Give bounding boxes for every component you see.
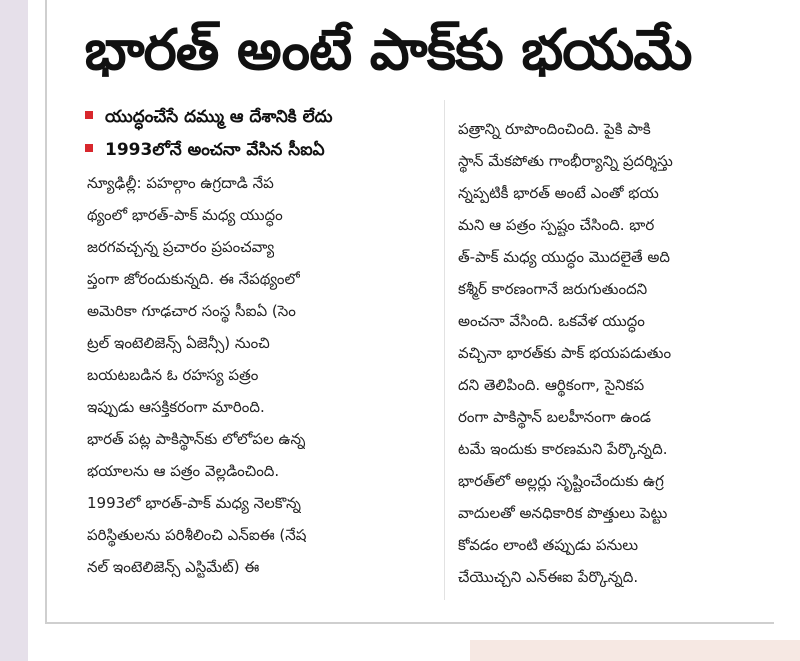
body-line: టమే ఇందుకు కారణమని పేర్కొన్నది.	[458, 440, 668, 458]
bullet-icon	[85, 111, 93, 119]
page-margin	[0, 0, 28, 661]
body-line: రంగా పాకిస్థాన్‌ బలహీనంగా ఉండ	[458, 408, 652, 426]
next-article-box	[470, 640, 800, 661]
body-line: భారత్‌ పట్ల పాకిస్థాన్‌కు లోలోపల ఉన్న	[87, 430, 306, 448]
body-line: స్థాన్‌ మేకపోతు గాంభీర్యాన్ని ప్రదర్శిస్తు	[458, 152, 673, 170]
body-line: పత్రాన్ని రూపొందించింది. పైకి పాకి	[458, 120, 651, 138]
body-line: త్‌-పాక్‌ మధ్య యుద్ధం మొదలైతే అది	[458, 248, 671, 266]
subhead-2	[85, 135, 445, 165]
subhead-1	[85, 102, 445, 132]
body-line: భయాలను ఆ పత్రం వెల్లడించింది.	[87, 462, 280, 480]
body-line: వచ్చినా భారత్‌కు పాక్‌ భయపడుతుం	[458, 344, 672, 362]
body-line: నల్‌ ఇంటెలిజెన్స్‌ ఎస్టిమేట్‌) ఈ	[87, 558, 260, 576]
body-line: ట్రల్‌ ఇంటెలిజెన్స్‌ ఏజెన్సీ) నుంచి	[87, 334, 270, 352]
body-line: పరిస్థితులను పరిశీలించి ఎన్‌ఐఈ (నేష	[87, 526, 307, 544]
body-line: 1993లో భారత్‌-పాక్‌ మధ్య నెలకొన్న	[87, 494, 301, 512]
body-line: జరగవచ్చన్న ప్రచారం ప్రపంచవ్యా	[87, 238, 275, 256]
body-line: కోవడం లాంటి తప్పుడు పనులు	[458, 536, 639, 554]
subhead-text: యుద్ధంచేసే దమ్ము ఆ దేశానికి లేదు	[105, 107, 333, 127]
bullet-icon	[85, 144, 93, 152]
body-line: అమెరికా గూఢచార సంస్థ సీఐఏ (సెం	[87, 302, 296, 320]
body-line: దని తెలిపింది. ఆర్థికంగా, సైనికప	[458, 376, 645, 394]
body-line: భారత్‌లో అల్లర్లు సృష్టించేందుకు ఉగ్ర	[458, 472, 664, 490]
body-line: వాదులతో అనధికారిక పొత్తులు పెట్టు	[458, 504, 668, 522]
subhead-text: 1993లోనే అంచనా వేసిన సీఐఏ	[105, 140, 325, 160]
body-line: థ్యంలో భారత్‌-పాక్‌ మధ్య యుద్ధం	[87, 206, 283, 224]
column-divider	[444, 100, 445, 600]
body-line: చేయొచ్చని ఎన్‌ఈఐ పేర్కొన్నది.	[458, 568, 639, 586]
body-line: అంచనా వేసింది. ఒకవేళ యుద్ధం	[458, 312, 645, 330]
headline: భారత్ అంటే పాక్‌కు భయమే	[84, 18, 692, 83]
body-line: ఇప్పుడు ఆసక్తికరంగా మారింది.	[87, 398, 265, 416]
body-line: న్యూఢిల్లీ: పహల్గాం ఉగ్రదాడి నేప	[87, 174, 274, 192]
body-line: బయటబడిన ఓ రహస్య పత్రం	[87, 366, 259, 384]
next-article-heading-fragment	[180, 635, 400, 661]
body-line: కశ్మీర్‌ కారణంగానే జరుగుతుందని	[458, 280, 648, 298]
body-line: మని ఆ పత్రం స్పష్టం చేసింది. భార	[458, 216, 655, 234]
body-line: న్నప్పటికీ భారత్‌ అంటే ఎంతో భయ	[458, 184, 659, 202]
body-line: ప్తంగా జోరందుకున్నది. ఈ నేపథ్యంలో	[87, 270, 300, 288]
